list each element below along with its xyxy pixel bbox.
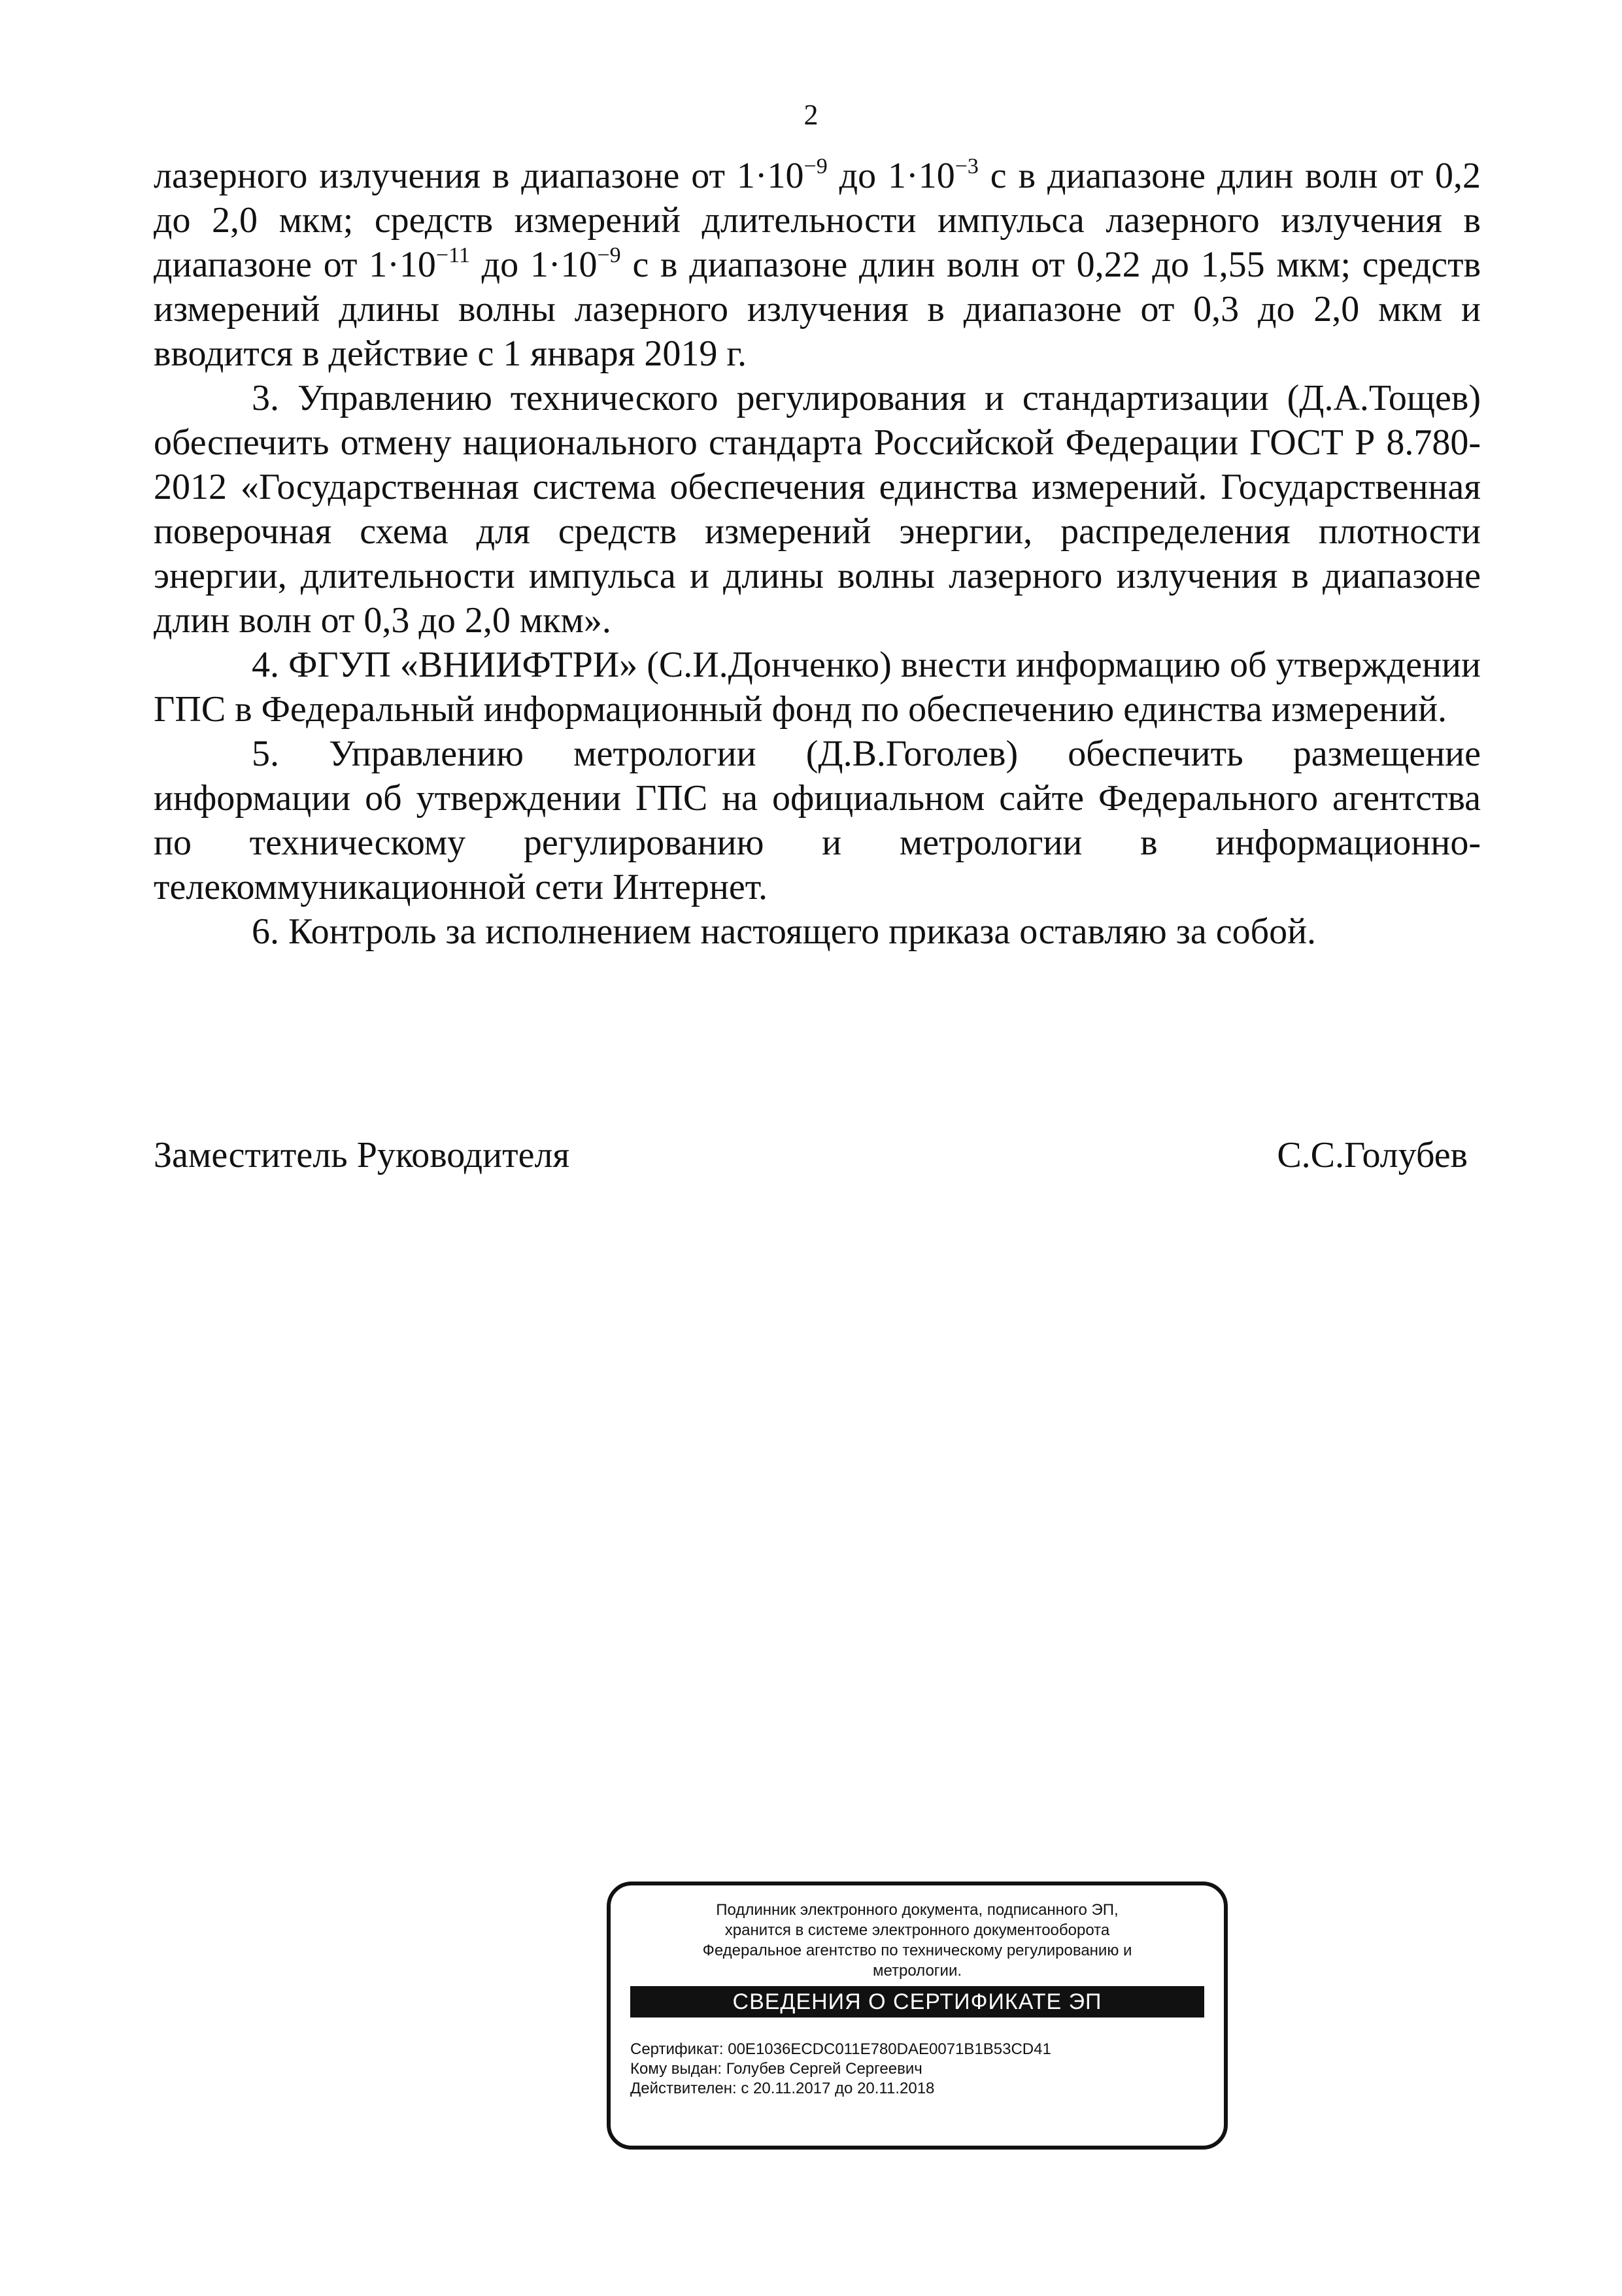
validity-label: Действителен: [630,2080,737,2097]
stamp-line: хранится в системе электронного документооборота [724,1921,1110,1939]
paragraph-item-5: 5. Управлению метрологии (Д.В.Гоголев) обеспечить размещение информации об утверждении ГПС на официальном сайте Федерального агентства по техническому регулированию и метрологии в информационно-телекоммуникационной сети Интернет. [154,734,1481,907]
stamp-line: Федеральное агентство по техническому регулированию и [702,1942,1132,1959]
signer-position: Заместитель Руководителя [154,1135,570,1175]
signer-name: С.С.Голубев [1277,1135,1468,1175]
paragraph-item-4: 4. ФГУП «ВНИИФТРИ» (С.И.Донченко) внести информацию об утверждении ГПС в Федеральный информационный фонд по обеспечению единства измерений. [154,645,1481,730]
paragraph-text: до 1·10 [827,156,955,196]
paragraph-item-6: 6. Контроль за исполнением настоящего приказа оставляю за собой. [252,911,1317,952]
paragraph-text: с в диапазоне длин волн от 0,2 до 2,0 мкм; средств измерений длительности импульса лазерного излучения в диапазоне от 1·10 [154,156,1481,285]
stamp-line: метрологии. [872,1962,962,1980]
certificate-value: 00E1036ECDC011E780DAE0071B1B53CD41 [728,2040,1051,2058]
paragraph-text: лазерного излучения в диапазоне от 1·10 [154,156,804,196]
stamp-content [630,1900,1204,2099]
stamp-line: Подлинник электронного документа, подписанного ЭП, [716,1901,1119,1919]
issued-to-label: Кому выдан: [630,2060,722,2078]
paragraph-text: до 1·10 [469,245,598,285]
paragraph-continuation [154,154,1481,376]
exponent: −11 [435,243,470,267]
certificate-row [630,2040,1204,2059]
electronic-signature-stamp [607,1882,1228,2150]
validity-value: с 20.11.2017 до 20.11.2018 [741,2080,935,2097]
paragraph-item-3: 3. Управлению технического регулирования и стандартизации (Д.А.Тощев) обеспечить отмену национального стандарта Российской Федерации ГОСТ Р 8.780-2012 «Государственная система обеспечения единства измерений. Государственная поверочная схема для средств измерений энергии, распределения плотности энергии, длительности импульса и длины волны лазерного излучения в диапазоне длин волн от 0,3 до 2,0 мкм». [154,378,1481,641]
paragraph-text: с в диапазоне длин волн от 0,22 до 1,55 мкм; средств измерений длины волны лазерного излучения в диапазоне от 0,3 до 2,0 мкм и вводится в действие с 1 января 2019 г. [154,245,1481,374]
stamp-header-bar: СВЕДЕНИЯ О СЕРТИФИКАТЕ ЭП [630,1986,1204,2017]
page-number: 2 [803,99,819,131]
exponent: −3 [955,154,979,178]
certificate-label: Сертификат: [630,2040,724,2058]
validity-row [630,2079,1204,2099]
issued-to-row [630,2059,1204,2079]
document-body [154,154,1481,954]
exponent: −9 [597,243,621,267]
exponent: −9 [803,154,828,178]
certificate-details [630,2040,1204,2099]
issued-to-value: Голубев Сергей Сергеевич [726,2060,922,2078]
